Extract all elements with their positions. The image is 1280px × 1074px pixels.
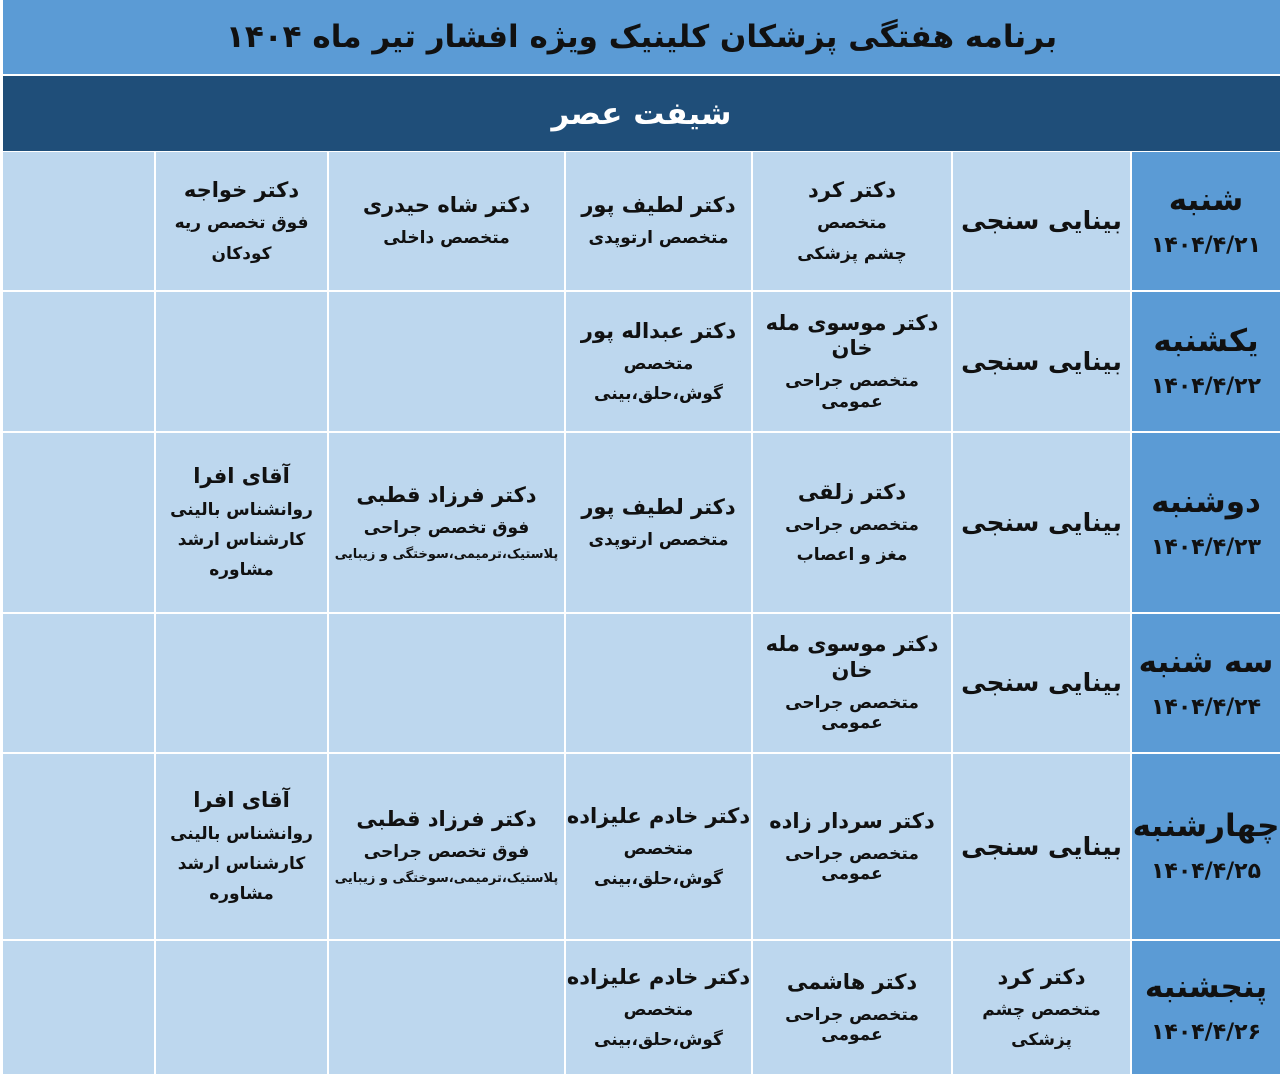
schedule-cell — [753, 152, 951, 290]
specialty-line: متخصص جراحی — [785, 514, 919, 535]
specialty-line: متخصص — [623, 838, 694, 859]
schedule-cell — [329, 614, 564, 752]
table-row — [3, 292, 1280, 431]
doctor-name: بینایی سنجی — [961, 668, 1122, 697]
specialty-line: گوش،حلق،بینی — [594, 869, 723, 890]
schedule-cell — [566, 941, 751, 1074]
day-date: ۱۴۰۴/۴/۲۶ — [1150, 1019, 1262, 1045]
table-row — [3, 152, 1280, 290]
specialty-line: متخصص جراحی عمومی — [785, 843, 919, 885]
doctor-name: دکتر فرزاد قطبی — [356, 482, 537, 507]
table-row — [3, 941, 1280, 1074]
schedule-cell — [953, 292, 1130, 431]
schedule-cell — [156, 433, 327, 612]
schedule-cell — [156, 292, 327, 431]
empty-cell — [3, 754, 154, 939]
schedule-cell — [753, 614, 951, 752]
specialty-line: متخصص جراحی عمومی — [785, 1004, 919, 1046]
schedule-cell — [753, 292, 951, 431]
day-cell — [1132, 292, 1280, 431]
doctor-name: دکتر عبداله پور — [580, 318, 737, 343]
schedule-grid — [3, 152, 1280, 1074]
table-row — [3, 433, 1280, 612]
day-date: ۱۴۰۴/۴/۲۳ — [1150, 534, 1262, 560]
schedule-cell — [566, 754, 751, 939]
day-name: چهارشنبه — [1132, 807, 1280, 844]
doctor-name: دکتر لطیف پور — [581, 494, 736, 519]
day-date: ۱۴۰۴/۴/۲۱ — [1150, 233, 1262, 259]
specialty-line: متخصص چشم — [982, 999, 1101, 1020]
schedule-cell — [329, 292, 564, 431]
specialty-line: متخصص ارتوپدی — [588, 228, 729, 249]
day-name: دوشنبه — [1151, 483, 1261, 520]
specialty-line: چشم پزشکی — [797, 243, 907, 264]
specialty-line: متخصص جراحی عمومی — [785, 371, 919, 412]
schedule-cell — [156, 152, 327, 290]
doctor-name: دکتر لطیف پور — [581, 193, 736, 218]
schedule-cell — [953, 941, 1130, 1074]
doctor-name: دکتر کرد — [997, 964, 1086, 989]
schedule-cell — [156, 614, 327, 752]
doctor-name: دکتر خادم علیزاده — [566, 803, 751, 828]
specialty-line: کارشناس ارشد — [177, 853, 306, 874]
day-cell — [1132, 614, 1280, 752]
schedule-cell — [953, 152, 1130, 290]
specialty-line: روانشناس بالینی — [170, 823, 313, 844]
specialty-line: گوش،حلق،بینی — [594, 384, 723, 405]
doctor-name: دکتر هاشمی — [786, 969, 918, 994]
schedule-cell — [156, 941, 327, 1074]
empty-cell — [3, 292, 154, 431]
day-date: ۱۴۰۴/۴/۲۴ — [1150, 695, 1262, 721]
page-title: برنامه هفتگی پزشکان کلینیک ویژه افشار تیر ماه ۱۴۰۴ — [3, 0, 1280, 74]
day-cell — [1132, 152, 1280, 290]
specialty-line: روانشناس بالینی — [170, 499, 313, 520]
schedule-cell — [953, 754, 1130, 939]
schedule-cell — [566, 614, 751, 752]
doctor-name: دکتر خادم علیزاده — [566, 964, 751, 989]
day-name: سه شنبه — [1138, 644, 1274, 681]
schedule-cell — [953, 433, 1130, 612]
doctor-name: بینایی سنجی — [961, 206, 1122, 235]
doctor-name: آقای افرا — [193, 464, 290, 489]
doctor-name: دکتر فرزاد قطبی — [356, 806, 537, 831]
schedule-cell — [753, 433, 951, 612]
doctor-name: دکتر موسوی مله خان — [765, 310, 939, 361]
specialty-line: گوش،حلق،بینی — [594, 1030, 723, 1051]
day-date: ۱۴۰۴/۴/۲۵ — [1150, 858, 1262, 884]
specialty-line: فوق تخصص ریه — [174, 213, 309, 234]
day-name: یکشنبه — [1153, 322, 1259, 359]
specialty-line: متخصص ارتوپدی — [588, 529, 729, 550]
day-name: پنجشنبه — [1144, 968, 1268, 1005]
schedule-cell — [566, 433, 751, 612]
day-date: ۱۴۰۴/۴/۲۲ — [1150, 373, 1262, 399]
table-row — [3, 614, 1280, 752]
shift-banner: شیفت عصر — [3, 76, 1280, 151]
specialty-line: مشاوره — [209, 560, 274, 581]
doctor-name: دکتر سردار زاده — [769, 808, 935, 833]
empty-cell — [3, 941, 154, 1074]
schedule-cell — [329, 152, 564, 290]
specialty-line: مشاوره — [209, 884, 274, 905]
schedule-cell — [156, 754, 327, 939]
empty-cell — [3, 152, 154, 290]
schedule-cell — [329, 433, 564, 612]
doctor-name: بینایی سنجی — [961, 346, 1122, 376]
specialty-line: پلاستیک،ترمیمی،سوختگی و زیبایی — [334, 547, 559, 563]
specialty-line: پلاستیک،ترمیمی،سوختگی و زیبایی — [334, 871, 559, 887]
day-cell — [1132, 941, 1280, 1074]
day-name: شنبه — [1168, 182, 1244, 219]
doctor-name: دکتر شاه حیدری — [362, 193, 531, 218]
schedule-cell — [953, 614, 1130, 752]
specialty-line: فوق تخصص جراحی — [363, 842, 530, 863]
doctor-name: دکتر زلقی — [797, 479, 907, 504]
empty-cell — [3, 433, 154, 612]
doctor-name: آقای افرا — [193, 788, 290, 813]
table-row — [3, 754, 1280, 939]
doctor-name: بینایی سنجی — [961, 507, 1122, 537]
schedule-cell — [566, 292, 751, 431]
specialty-line: مغز و اعصاب — [796, 545, 908, 566]
specialty-line: کارشناس ارشد — [177, 529, 306, 550]
specialty-line: متخصص — [623, 353, 694, 374]
schedule-cell — [329, 941, 564, 1074]
specialty-line: متخصص داخلی — [383, 228, 510, 249]
specialty-line: کودکان — [211, 243, 272, 264]
specialty-line: متخصص — [817, 213, 887, 234]
specialty-line: فوق تخصص جراحی — [363, 518, 530, 539]
schedule-cell — [753, 941, 951, 1074]
schedule-cell — [753, 754, 951, 939]
empty-cell — [3, 614, 154, 752]
specialty-line: متخصص — [623, 999, 694, 1020]
day-cell — [1132, 754, 1280, 939]
specialty-line: پزشکی — [1011, 1030, 1072, 1051]
doctor-name: دکتر کرد — [808, 178, 896, 203]
doctor-name: دکتر خواجه — [183, 178, 300, 203]
day-cell — [1132, 433, 1280, 612]
specialty-line: متخصص جراحی عمومی — [785, 692, 919, 734]
doctor-name: بینایی سنجی — [961, 831, 1122, 861]
doctor-name: دکتر موسوی مله خان — [765, 632, 939, 682]
schedule-cell — [566, 152, 751, 290]
schedule-cell — [329, 754, 564, 939]
